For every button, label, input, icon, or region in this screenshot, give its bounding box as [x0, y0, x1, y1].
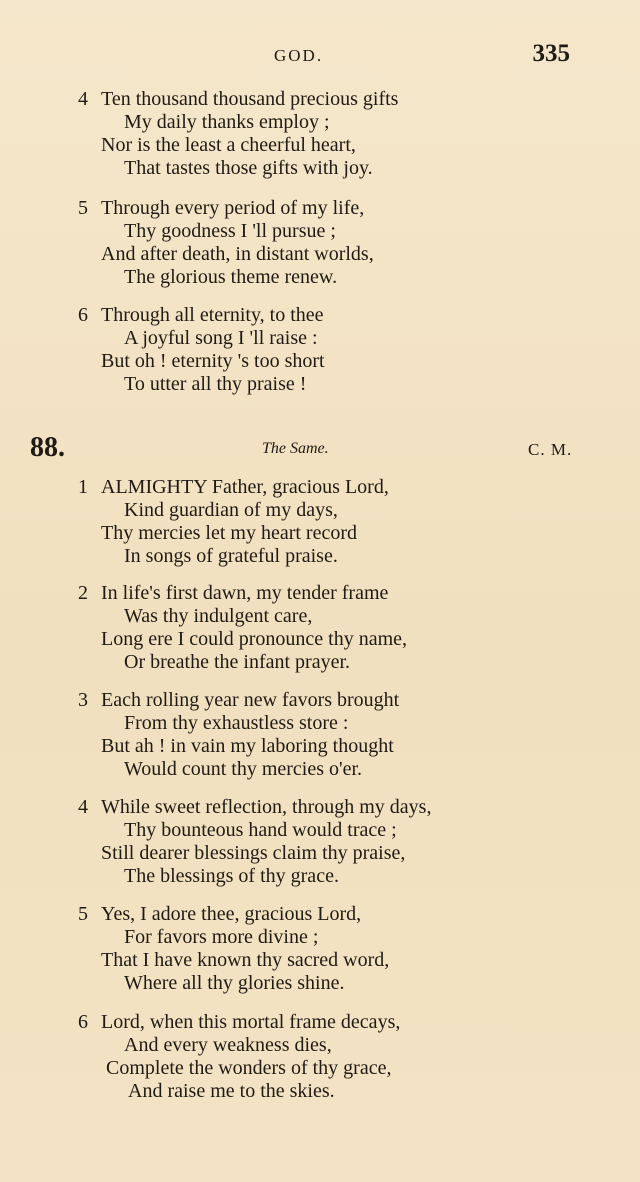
hymn-number: 88.: [30, 432, 65, 463]
verse-number: 6: [78, 304, 88, 326]
verse-number: 5: [78, 903, 88, 925]
verse-line: Would count thy mercies o'er.: [124, 758, 363, 780]
verse-line: But ah ! in vain my laboring thought: [101, 735, 394, 757]
verse-line: The glorious theme renew.: [124, 266, 338, 288]
page-header: [0, 40, 640, 74]
verse-line: ALMIGHTY Father, gracious Lord,: [101, 476, 389, 498]
verse-line: That I have known thy sacred word,: [101, 949, 390, 971]
verse-line: Each rolling year new favors brought: [101, 689, 400, 711]
verse-line: Long ere I could pronounce thy name,: [101, 628, 408, 650]
verse-line: While sweet reflection, through my days,: [101, 796, 432, 818]
verse-line: Still dearer blessings claim thy praise,: [101, 842, 406, 864]
verse-line: From thy exhaustless store :: [124, 712, 349, 734]
verse-line: Nor is the least a cheerful heart,: [101, 134, 356, 156]
hymn-title: The Same.: [262, 440, 329, 457]
verse-line: Through all eternity, to thee: [101, 304, 324, 326]
verse-line: Where all thy glories shine.: [124, 972, 345, 994]
verse-line: For favors more divine ;: [124, 926, 319, 948]
verse-line: And raise me to the skies.: [128, 1080, 335, 1102]
verse-number: 5: [78, 197, 88, 219]
verse-line: A joyful song I 'll raise :: [124, 327, 318, 349]
verse-line: The blessings of thy grace.: [124, 865, 339, 887]
running-title: GOD.: [274, 46, 324, 65]
verse-line: To utter all thy praise !: [124, 373, 307, 395]
verse-line: Thy goodness I 'll pursue ;: [124, 220, 336, 242]
verse-number: 2: [78, 582, 88, 604]
hymn-heading: [0, 432, 640, 466]
verse-line: Complete the wonders of thy grace,: [106, 1057, 392, 1079]
verse-line: And every weakness dies,: [124, 1034, 332, 1056]
verse-line: Yes, I adore thee, gracious Lord,: [101, 903, 362, 925]
verse-line: Lord, when this mortal frame decays,: [101, 1011, 401, 1033]
verse-line: Thy mercies let my heart record: [101, 522, 357, 544]
verse-line: My daily thanks employ ;: [124, 111, 330, 133]
verse-line: In songs of grateful praise.: [124, 545, 338, 567]
verse-line: Or breathe the infant prayer.: [124, 651, 351, 673]
verse-line: And after death, in distant worlds,: [101, 243, 374, 265]
hymn-meter: C. M.: [528, 440, 573, 459]
verse-line: Through every period of my life,: [101, 197, 365, 219]
page-number: 335: [532, 40, 570, 67]
verse-number: 3: [78, 689, 88, 711]
verse-line: That tastes those gifts with joy.: [124, 157, 373, 179]
verse-line: Thy bounteous hand would trace ;: [124, 819, 397, 841]
verse-line: In life's first dawn, my tender frame: [101, 582, 389, 604]
verse-line: Ten thousand thousand precious gifts: [101, 88, 399, 110]
verse-number: 6: [78, 1011, 88, 1033]
verse-number: 1: [78, 476, 88, 498]
verse-line: Was thy indulgent care,: [124, 605, 313, 627]
verse-line: Kind guardian of my days,: [124, 499, 338, 521]
verse-line: But oh ! eternity 's too short: [101, 350, 325, 372]
verse-number: 4: [78, 88, 88, 110]
verse-number: 4: [78, 796, 88, 818]
